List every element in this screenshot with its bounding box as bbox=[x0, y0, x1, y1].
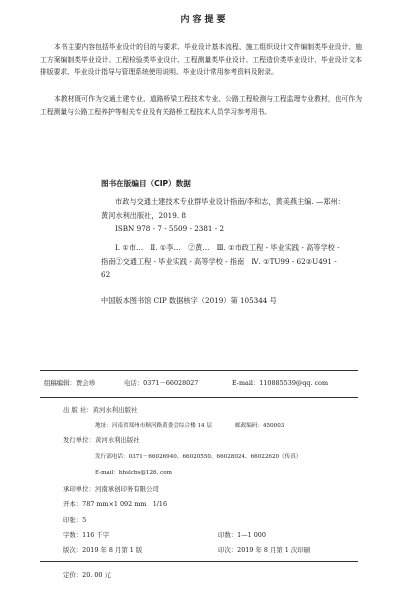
cip-heading: 图书在版编目（CIP）数据 bbox=[101, 179, 191, 188]
print-run: 印数：1—1 000 bbox=[218, 531, 266, 539]
publisher-postcode: 邮政编码：450003 bbox=[235, 423, 285, 429]
divider-bottom bbox=[40, 561, 358, 562]
summary-paragraph-2-text: 本教材既可作为交通土建专业、道路桥梁工程技术专业、公路工程检测与工程监理专业教材，也可作为工程测量与公路工程养护等相关专业及有关路桥工程技术人员学习参考用书。 bbox=[40, 95, 362, 116]
cip-entry-text: 市政与交通土建技术专业群毕业设计指南/李和志，黄美燕主编. —郑州：黄河水利出版社，2019. 8 bbox=[101, 197, 345, 220]
word-count: 字数：116 千字 bbox=[63, 531, 110, 539]
divider-top bbox=[40, 370, 358, 371]
summary-paragraph-1 bbox=[40, 41, 362, 79]
summary-title: 内容提要 bbox=[180, 15, 229, 25]
cip-core-number: 中国版本图书馆 CIP 数据核字（2019）第 105344 号 bbox=[101, 296, 277, 305]
cip-subjects-text: Ⅰ. ①市… Ⅱ. ①李… ②黄… Ⅲ. ①市政工程 - 毕业实践 - 高等学校 - 指南②交通工程 - 毕业实践 - 高等学校 - 指南 Ⅳ. ①TU99 - 62②U491 - 62 bbox=[101, 243, 340, 279]
format: 开本：787 mm×1 092 mm 1/16 bbox=[63, 500, 168, 508]
printer: 承印单位：河南承创印务有限公司 bbox=[63, 485, 159, 493]
contact-editor: 组稿编辑：贾会珍 bbox=[44, 379, 96, 387]
contact-email: E-mail：110885539@qq. com bbox=[232, 379, 329, 387]
printing: 印次：2019 年 8 月第 1 次印刷 bbox=[218, 546, 311, 554]
publisher-address: 地址：河南省郑州市顺河路黄委会综合楼 14 层 bbox=[95, 423, 212, 429]
printed-sheets: 印张：5 bbox=[63, 516, 87, 524]
distributor-email: E-mail：hhslcbs@126. com bbox=[95, 470, 172, 476]
price: 定价：20. 00 元 bbox=[63, 571, 111, 579]
edition: 版次：2019 年 8 月第 1 版 bbox=[63, 546, 143, 554]
summary-paragraph-2 bbox=[40, 93, 362, 118]
distributor-label: 发行单位：黄河水利出版社 bbox=[63, 436, 140, 444]
distribution-phone: 发行部电话：0371－66026940、66020550、66028024、66022620（传真） bbox=[95, 454, 302, 460]
cip-entry bbox=[101, 195, 346, 222]
cip-isbn: ISBN 978 - 7 - 5509 - 2381 - 2 bbox=[115, 224, 225, 233]
contact-phone: 电话：0371－66028027 bbox=[124, 379, 199, 387]
cip-subjects bbox=[101, 241, 346, 282]
summary-paragraph-1-text: 本书主要内容包括毕业设计的目的与要求、毕业设计基本流程、施工组织设计文件编制类毕业设计、施工方案编制类毕业设计、工程检验类毕业设计、工程测量类毕业设计、工程造价类毕业设计、毕业设计文本排版要求、毕业设计指导与管理系统使用说明、毕业设计常用参考资料及附录。 bbox=[40, 43, 362, 77]
publisher-label: 出 版 社：黄河水利出版社 bbox=[63, 406, 138, 414]
divider-middle bbox=[40, 397, 358, 398]
